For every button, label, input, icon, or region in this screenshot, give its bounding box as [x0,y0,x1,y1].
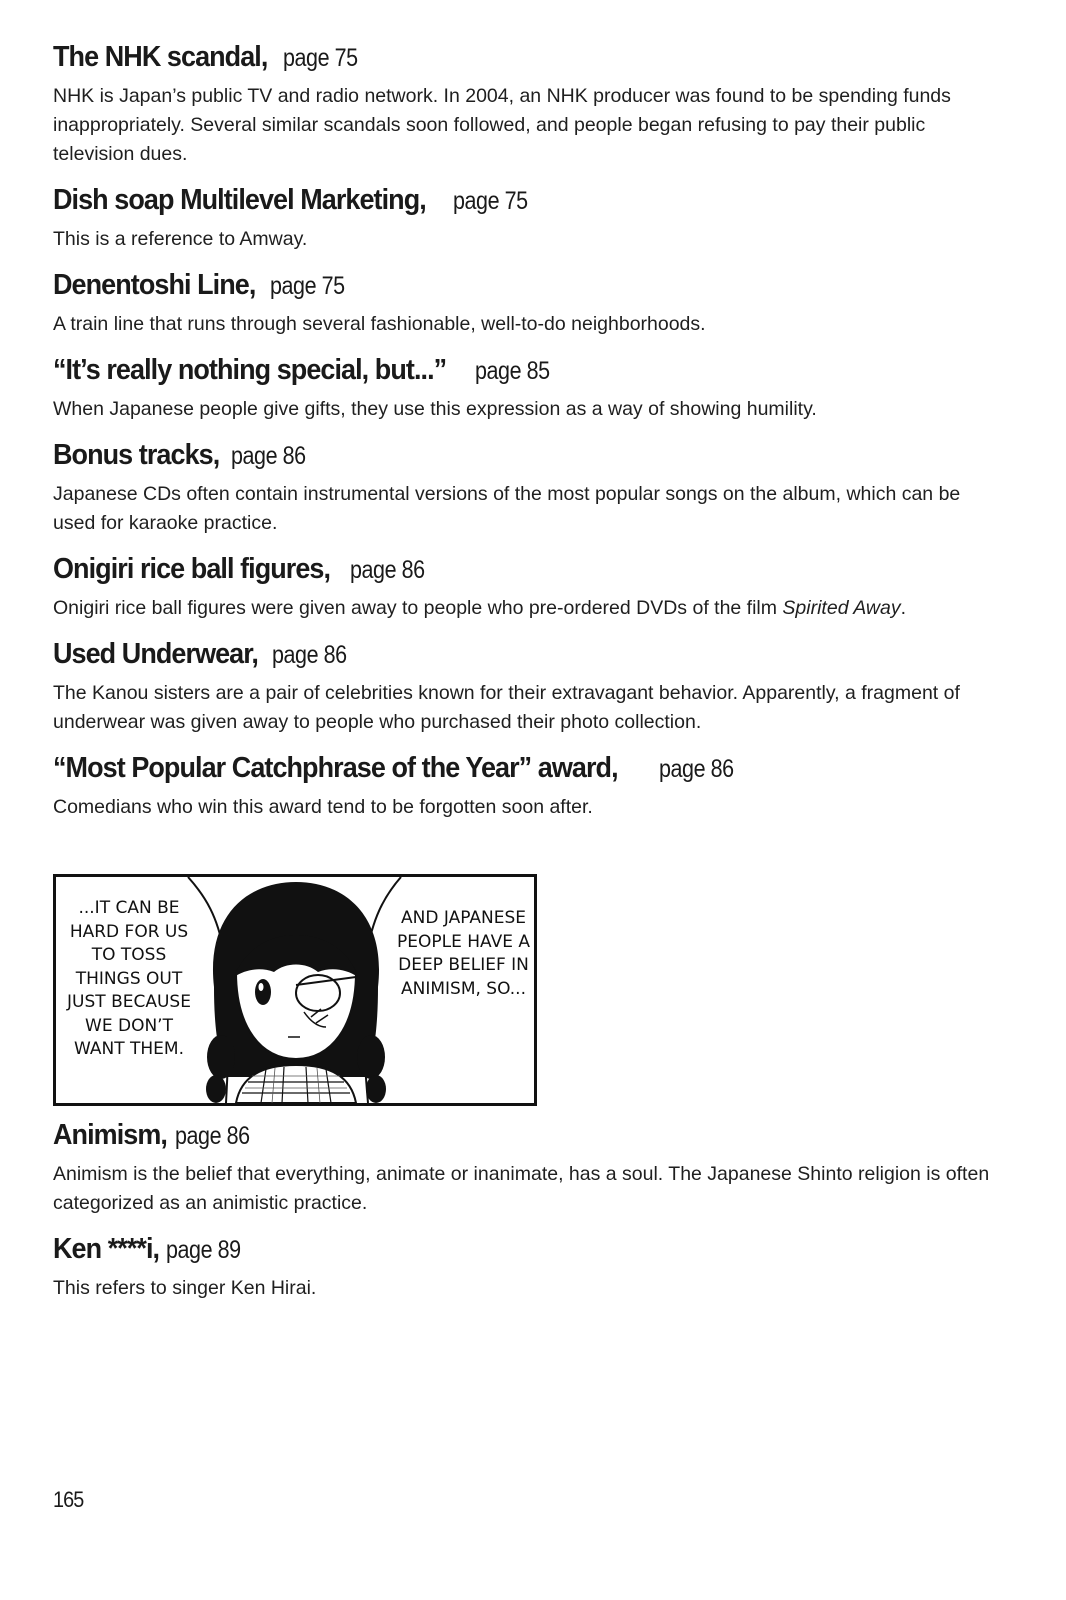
note-page-ref: page 86 [272,641,348,669]
note-page-ref: page 85 [474,357,550,385]
note-body: A train line that runs through several fashionable, well-to-do neighborhoods. [53,313,706,335]
note-heading [53,353,998,388]
note-term: Animism, [53,1119,167,1151]
note-heading [53,637,998,672]
note-page-ref: page 75 [269,272,345,300]
note-catchphrase-award [53,751,998,822]
note-body: Comedians who win this award tend to be forgotten soon after. [53,796,593,818]
note-term: Bonus tracks, [53,439,220,471]
note-nothing-special [53,353,998,424]
note-page-ref: page 86 [659,755,734,783]
translation-notes-lower [53,1118,998,1317]
page-number: 165 [53,1487,84,1512]
note-body-text: Onigiri rice ball figures were given away to people who pre-ordered DVDs of the film [53,597,783,619]
note-heading [53,751,998,786]
note-page-ref: page 86 [174,1122,250,1150]
note-page-ref: page 75 [452,187,528,215]
translation-notes-upper [53,40,998,836]
note-onigiri-figures [53,552,998,623]
note-heading [53,552,998,587]
comic-panel [53,874,537,1106]
note-heading [53,1232,998,1267]
note-heading [53,438,998,473]
note-heading [53,1118,998,1153]
note-heading [53,268,998,303]
note-body: NHK is Japan’s public TV and radio network. In 2004, an NHK producer was found to be spending funds inappropriately. Several similar scandals soon followed, and people began refusing to pay their public television dues. [53,85,951,165]
note-term: Used Underwear, [53,638,258,670]
speech-bubble-left: ...IT CAN BE HARD FOR US TO TOSS THINGS OUT JUST BECAUSE WE DON’T WANT THEM. [67,898,191,1059]
note-page-ref: page 75 [282,44,358,72]
note-body: The Kanou sisters are a pair of celebrities known for their extravagant behavior. Apparently, a fragment of underwear was given away to people who purchased their photo collection. [53,682,960,733]
note-term: Denentoshi Line, [53,269,256,301]
note-term: Onigiri rice ball figures, [53,553,331,585]
note-term: “Most Popular Catchphrase of the Year” award, [53,752,618,784]
note-heading [53,183,998,218]
note-body [53,594,998,623]
note-page-ref: page 86 [349,556,425,584]
note-term: Ken ****i, [53,1233,160,1265]
film-title: Spirited Away [782,597,901,619]
note-body: Animism is the belief that everything, animate or inanimate, has a soul. The Japanese Shinto religion is often categorized as an animistic practice. [53,1163,990,1214]
note-term: “It’s really nothing special, but...” [53,354,447,386]
note-used-underwear [53,637,998,737]
note-page-ref: page 86 [230,442,306,470]
note-nhk-scandal [53,40,998,169]
note-ken-hirai [53,1232,998,1303]
note-body: This is a reference to Amway. [53,228,308,250]
note-heading [53,40,998,75]
note-body: This refers to singer Ken Hirai. [53,1277,317,1299]
note-bonus-tracks [53,438,998,538]
note-denentoshi-line [53,268,998,339]
note-page-ref: page 89 [166,1236,241,1264]
note-animism [53,1118,998,1218]
note-dish-soap-mlm [53,183,998,254]
note-body: When Japanese people give gifts, they use this expression as a way of showing humility. [53,398,817,420]
note-body: Japanese CDs often contain instrumental versions of the most popular songs on the album, which can be used for karaoke practice. [53,483,961,534]
note-term: The NHK scandal, [53,41,268,73]
note-term: Dish soap Multilevel Marketing, [53,184,426,216]
speech-bubble-right: AND JAPANESE PEOPLE HAVE A DEEP BELIEF IN ANIMISM, SO... [397,908,530,999]
note-body-text-end: . [900,597,906,619]
